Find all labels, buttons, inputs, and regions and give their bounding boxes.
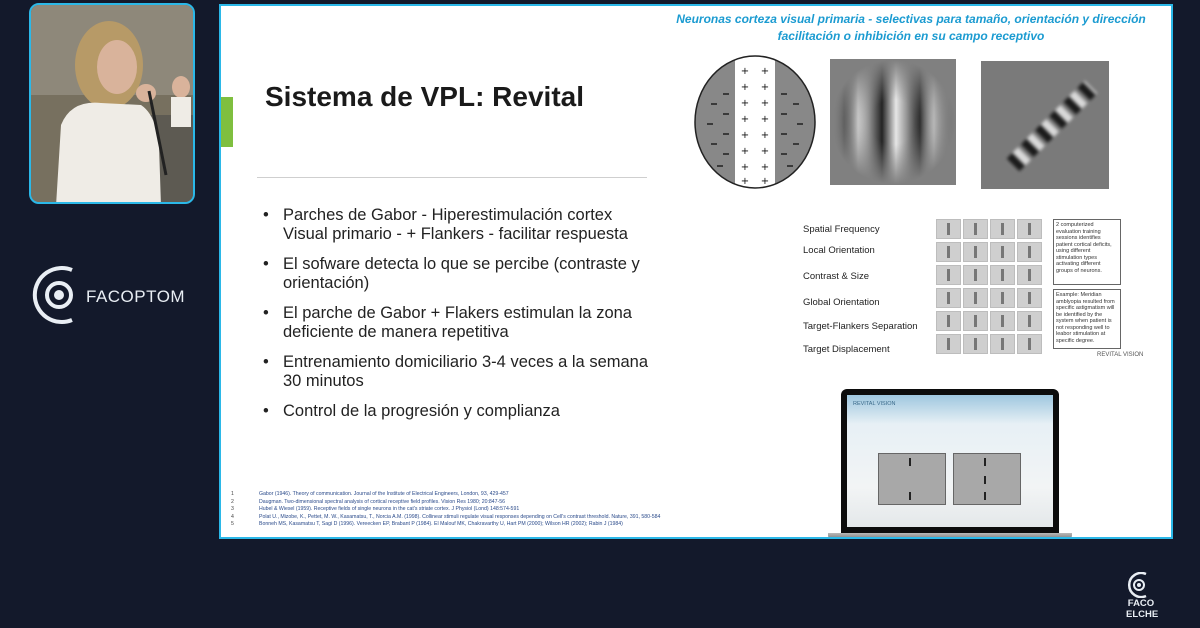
header-note-line-2: facilitación o inhibición en su campo receptivo xyxy=(777,29,1045,43)
note-box-evaluation: 2 computerized evaluation training sessions identifies patient cortical deficits, using different stimulation types activating different groups of neurons. xyxy=(1053,219,1121,285)
stimulus-thumbnail-grid xyxy=(936,219,1044,357)
references xyxy=(231,491,731,529)
svg-text:+: + xyxy=(740,66,750,77)
bullet-icon: • xyxy=(263,304,269,322)
svg-text:+: + xyxy=(760,176,770,187)
svg-text:+: + xyxy=(740,146,750,157)
control-label: Target-Flankers Separation xyxy=(803,321,918,332)
control-label: Local Orientation xyxy=(803,245,875,256)
svg-text:+: + xyxy=(740,98,750,109)
facoelche-eye-icon xyxy=(1122,572,1156,598)
facoelche-wordmark: FACO ELCHE xyxy=(1126,598,1159,620)
svg-text:+: + xyxy=(760,146,770,157)
facoptom-eye-icon xyxy=(26,262,86,328)
control-label: Global Orientation xyxy=(803,297,880,308)
svg-text:+: + xyxy=(740,176,750,187)
bullet-icon: • xyxy=(263,402,269,420)
svg-text:+: + xyxy=(760,162,770,173)
svg-text:+: + xyxy=(760,98,770,109)
bullet-item: • El parche de Gabor + Flakers estimulan la zona deficiente de manera repetitiva xyxy=(263,304,632,341)
speaker-figure xyxy=(31,5,195,204)
reference-item: 5 Bonneh MS, Kasamatsu T, Sagi D (1996). Vereecken EP, Brabant P (1984). El Malouf MK, Chakravarthy U, Hart PM (2000); Wilson HR (2002); Rabin J (1984) xyxy=(231,521,623,528)
revital-mini-logo: REVITAL VISION xyxy=(1097,352,1144,358)
gabor-patch-oblique xyxy=(981,61,1109,189)
svg-text:+: + xyxy=(740,130,750,141)
stimulus-panel-right xyxy=(953,453,1021,505)
reference-item: 4 Polat U., Mizobe, K., Pettet, M. W., Kasamatsu, T., Norcia A.M. (1998). Collinear stimuli regulate visual responses depending on Cell's contrast threshold. Nature, 391, 580-584 xyxy=(231,513,661,520)
svg-text:+: + xyxy=(760,130,770,141)
bullet-item: • Control de la progresión y complianza xyxy=(263,402,560,420)
bullet-item: • Entrenamiento domiciliario 3-4 veces a la semana 30 minutos xyxy=(263,353,649,390)
gabor-patch-vertical xyxy=(830,59,956,185)
svg-text:+: + xyxy=(740,162,750,173)
bullet-icon: • xyxy=(263,206,269,224)
svg-text:+: + xyxy=(760,82,770,93)
note-box-example: Example: Meridian amblyopia resulted from specific astigmatism will be identified by the system when patient is not responding well to leabor stimulation at specific degree. xyxy=(1053,289,1121,349)
title-accent-bar xyxy=(221,97,233,147)
svg-text:+: + xyxy=(740,114,750,125)
stimulus-panel-left xyxy=(878,453,946,505)
reference-item: 3 Hubel & Wiesel (1959). Receptive fields of single neurons in the cat's striate cortex. J Physiol (Lond) 148:574-591 xyxy=(231,506,520,513)
bullet-icon: • xyxy=(263,353,269,371)
laptop-screen xyxy=(841,389,1059,533)
control-label: Target Displacement xyxy=(803,344,890,355)
slide-header-note xyxy=(641,11,1173,45)
bullet-item: • El sofware detecta lo que se percibe (contraste y orientación) xyxy=(263,255,640,292)
reference-item: 2 Daugman. Two-dimensional spectral analysis of cortical receptive field profiles. Vision Res 1980; 20:847-56 xyxy=(231,498,506,505)
control-label: Spatial Frequency xyxy=(803,224,880,235)
bullet-list xyxy=(261,206,651,433)
speaker-video xyxy=(29,3,195,204)
slide-title: Sistema de VPL: Revital xyxy=(265,81,585,112)
reference-item: 1 Gabor (1946). Theory of communication. Journal of the Institute of Electrical Engineers, London, 93, 429-457 xyxy=(231,491,509,497)
laptop-display xyxy=(847,395,1053,527)
title-divider xyxy=(257,177,647,178)
svg-text:+: + xyxy=(760,66,770,77)
laptop-base xyxy=(828,533,1072,539)
receptive-field-diagram xyxy=(693,54,817,190)
control-label: Contrast & Size xyxy=(803,271,869,282)
header-note-line-1: Neuronas corteza visual primaria - selectivas para tamaño, orientación y dirección xyxy=(676,12,1146,26)
laptop-brand: REVITAL VISION xyxy=(853,401,896,407)
bullet-item: • Parches de Gabor - Hiperestimulación cortex Visual primario - + Flankers - facilitar respuesta xyxy=(263,206,628,243)
svg-text:+: + xyxy=(740,82,750,93)
facoptom-wordmark: FACOPTOM xyxy=(86,287,186,306)
bullet-icon: • xyxy=(263,255,269,273)
presentation-slide xyxy=(219,4,1173,539)
svg-text:+: + xyxy=(760,114,770,125)
